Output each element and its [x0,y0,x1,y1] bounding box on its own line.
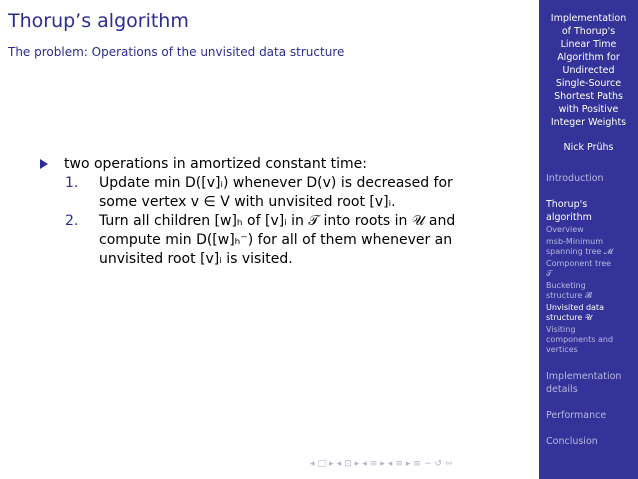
prev-frame-icon[interactable]: ◂ [336,459,342,469]
next-subsection-icon[interactable]: ▸ [380,459,385,469]
subsection-label-line: components and [546,335,614,344]
page-icon[interactable]: □ [317,459,327,469]
next-page-icon[interactable]: ▸ [329,459,334,469]
sidebar-subsections [546,225,636,355]
subsection-label-line: Bucketing [546,281,586,290]
enum-line: unvisited root [v]ᵢ is visited. [99,251,293,267]
sidebar-subsection-unvisited-data-structure[interactable] [546,303,636,323]
enumerated-item-2 [65,212,520,269]
frame-title-bar [0,0,539,74]
sidebar-header [539,12,638,154]
sidebar-subsection-bucketing-structure[interactable] [546,281,636,301]
subsection-label-line: Component tree [546,259,612,268]
forward-icon[interactable]: ∾ [445,459,453,469]
enum-line: some vertex v ∈ V with unvisited root [v]ᵢ. [99,194,396,210]
frame-title: Thorup’s algorithm [8,10,189,32]
enumerated-item-1 [65,174,520,212]
sidebar-subsection-component-tree[interactable] [546,259,636,279]
presentation-title-line: of Thorup's [561,26,616,37]
sidebar-navigation [546,172,636,448]
enum-number: 2. [65,213,79,229]
sidebar-subsection-visiting-components[interactable] [546,325,636,355]
sidebar-section-implementation-details[interactable] [546,370,636,396]
sidebar-subsection-overview[interactable]: Overview [546,225,584,234]
beamer-navigation-bar [310,459,453,469]
search-icon[interactable]: ↺ [434,459,443,469]
sidebar-subsection-msb-minimum-spanning-tree[interactable] [546,237,636,257]
section-label-line: details [546,384,578,395]
subsection-label-line: msb-Minimum [546,237,603,246]
presentation-title-line: Implementation [550,13,627,24]
subsection-label-line: Unvisited data [546,303,604,312]
next-section-icon[interactable]: ▸ [405,459,411,469]
presentation-title-line: with Positive [558,104,619,115]
section-label-line: algorithm [546,212,592,223]
prev-subsection-icon[interactable]: ◂ [362,459,367,469]
presentation-title-line: Integer Weights [550,117,627,128]
presentation-title-line: Single-Source [555,78,622,89]
enum-number: 1. [65,175,79,191]
next-frame-icon[interactable]: ▸ [354,459,360,469]
subsection-label-line: structure 𝓑 [546,291,592,300]
back-icon[interactable]: ∽ [423,459,432,469]
sidebar [539,0,638,479]
presentation-title-line: Undirected [562,65,615,76]
frame-subtitle: The problem: Operations of the unvisited data structure [8,45,345,59]
enum-line: compute min D([w]ₕ⁻) for all of them whenever an [99,232,453,248]
presentation-title-line: Shortest Paths [554,91,623,102]
subsection-label-line: Visiting [546,325,576,334]
bullet-triangle-icon [40,159,48,169]
presentation-title-line: Linear Time [560,39,617,50]
subsection-label-line: vertices [546,345,578,354]
enum-line: Turn all children [w]ₕ of [v]ᵢ in 𝒯 into roots in 𝒰 and [99,213,456,229]
sidebar-section-conclusion[interactable]: Conclusion [546,436,598,447]
subsection-label-line: spanning tree 𝓜 [546,247,613,256]
presentation-title [539,12,638,129]
bullet-text: two operations in amortized constant time: [64,156,368,172]
sidebar-section-introduction[interactable]: Introduction [546,173,604,184]
presentation-title-line: Algorithm for [557,52,620,63]
first-page-icon[interactable]: ◂ [310,459,315,469]
menu-icon[interactable]: ≡ [413,459,421,469]
sidebar-section-thorups-algorithm[interactable] [546,198,636,224]
section-icon[interactable]: ≡ [395,459,403,469]
sidebar-section-performance[interactable]: Performance [546,410,607,421]
subsection-label-line: structure 𝒰 [546,313,593,322]
section-label-line: Thorup's [546,199,588,210]
subsection-icon[interactable]: ≡ [369,459,378,469]
author-name: Nick Prühs [563,142,614,153]
prev-section-icon[interactable]: ◂ [387,459,393,469]
section-label-line: Implementation [546,371,622,382]
bullet-item [40,155,520,174]
subsection-label-line: 𝒯 [546,269,553,278]
enum-line: Update min D([v]ᵢ) whenever D(v) is decreased for [99,175,453,191]
slide-content [40,155,520,269]
frame-icon[interactable]: ⊡ [344,459,352,469]
